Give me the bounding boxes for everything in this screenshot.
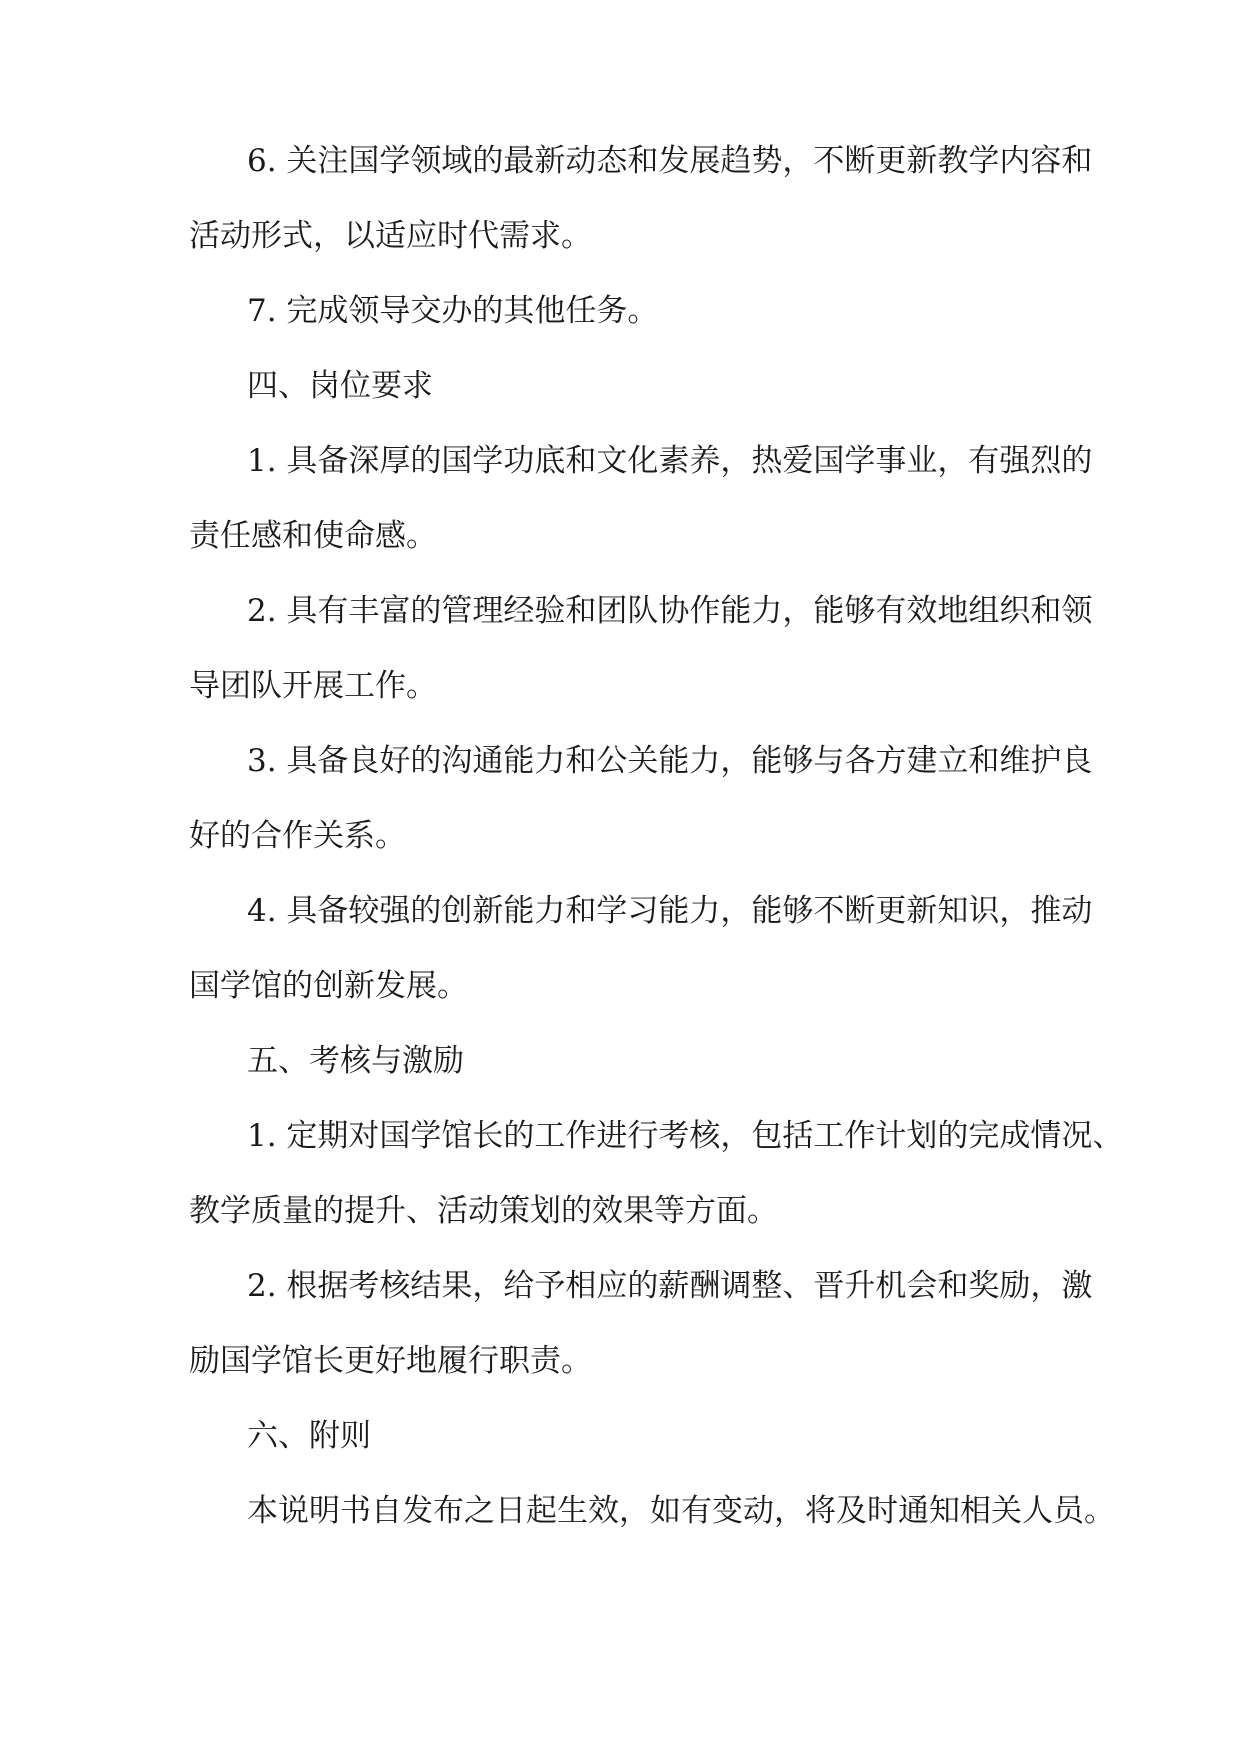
requirement-2-line-1: 2. 具有丰富的管理经验和团队协作能力，能够有效地组织和领 xyxy=(247,593,1093,629)
section-heading-supplementary: 六、附则 xyxy=(247,1418,371,1454)
effective-date-statement: 本说明书自发布之日起生效，如有变动，将及时通知相关人员。 xyxy=(247,1493,1115,1529)
evaluation-2-line-2: 励国学馆长更好地履行职责。 xyxy=(189,1343,592,1379)
requirement-4-line-1: 4. 具备较强的创新能力和学习能力，能够不断更新知识，推动 xyxy=(247,893,1093,929)
document-body xyxy=(189,142,1124,1530)
section-heading-evaluation: 五、考核与激励 xyxy=(247,1043,464,1079)
requirement-3-line-2: 好的合作关系。 xyxy=(189,818,406,854)
evaluation-2-line-1: 2. 根据考核结果，给予相应的薪酬调整、晋升机会和奖励，激 xyxy=(247,1268,1093,1304)
evaluation-1-line-2: 教学质量的提升、活动策划的效果等方面。 xyxy=(189,1193,778,1229)
duty-6-line-2: 活动形式，以适应时代需求。 xyxy=(189,218,592,254)
requirement-2-line-2: 导团队开展工作。 xyxy=(189,668,437,704)
evaluation-1-line-1: 1. 定期对国学馆长的工作进行考核，包括工作计划的完成情况、 xyxy=(247,1118,1124,1154)
duty-6-line-1: 6. 关注国学领域的最新动态和发展趋势，不断更新教学内容和 xyxy=(247,143,1093,179)
requirement-3-line-1: 3. 具备良好的沟通能力和公关能力，能够与各方建立和维护良 xyxy=(247,743,1093,779)
requirement-1-line-1: 1. 具备深厚的国学功底和文化素养，热爱国学事业，有强烈的 xyxy=(247,443,1093,479)
requirement-4-line-2: 国学馆的创新发展。 xyxy=(189,968,468,1004)
requirement-1-line-2: 责任感和使命感。 xyxy=(189,518,437,554)
duty-7-line-1: 7. 完成领导交办的其他任务。 xyxy=(247,293,659,329)
section-heading-requirements: 四、岗位要求 xyxy=(247,368,433,404)
